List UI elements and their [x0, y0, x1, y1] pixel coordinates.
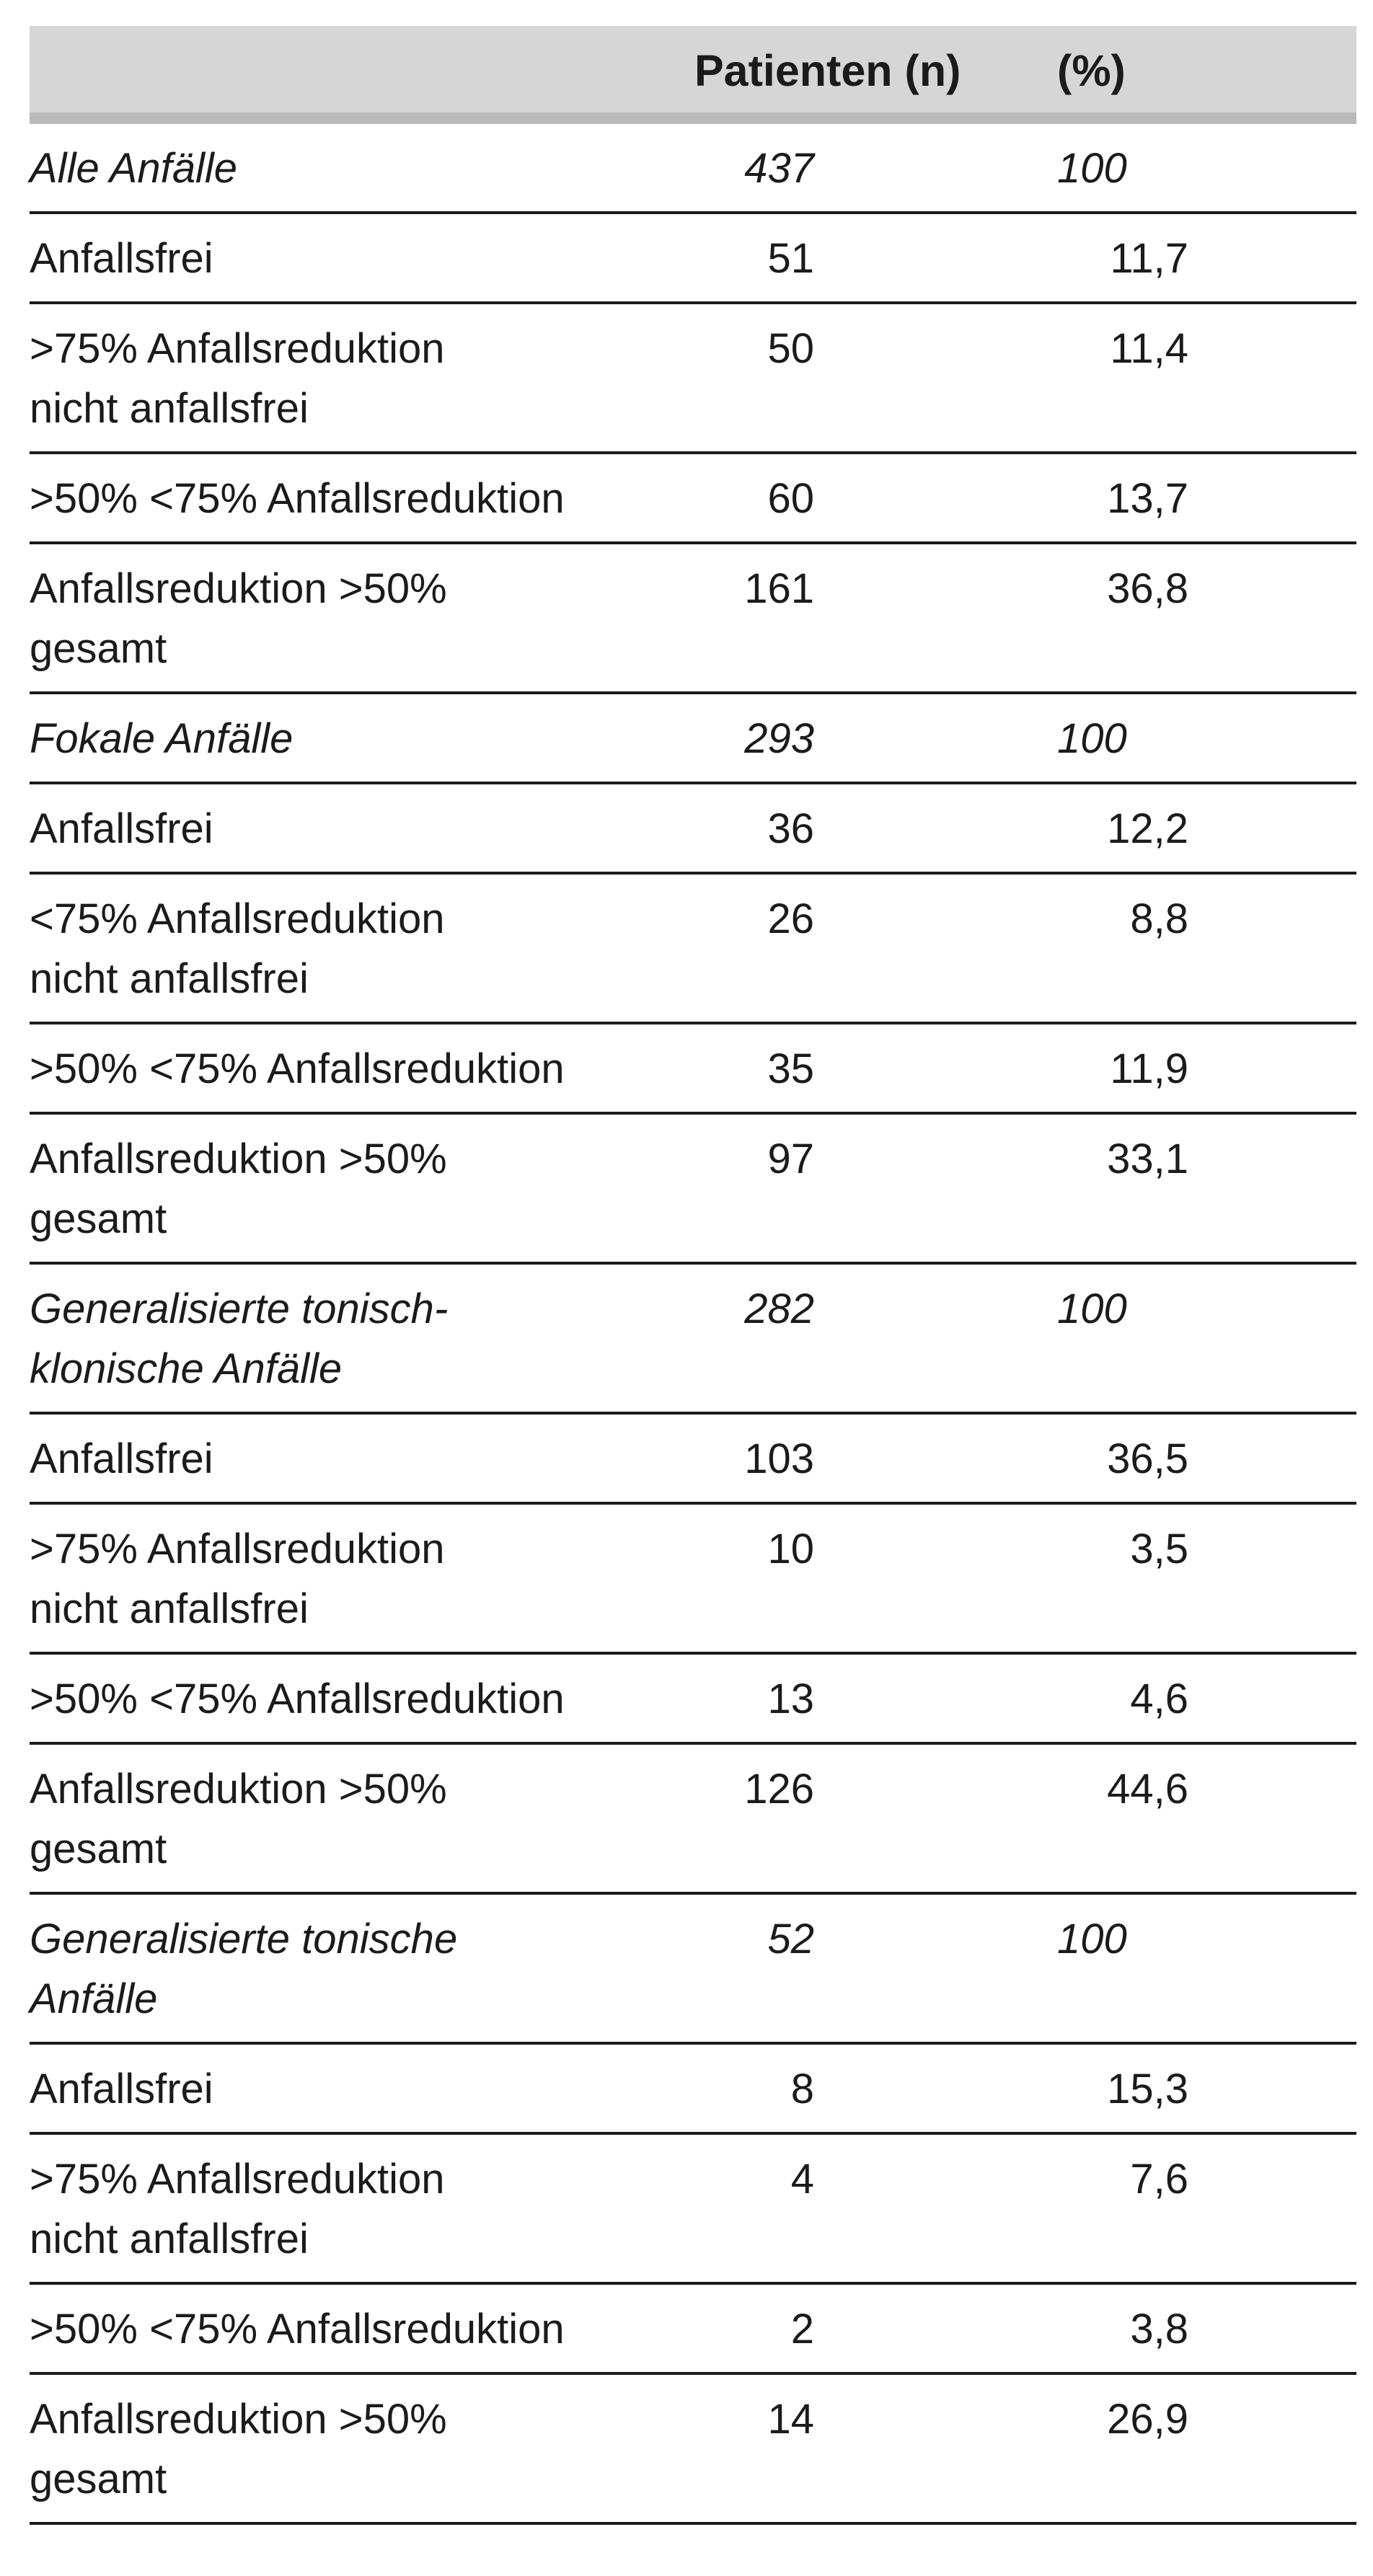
percent-value: 11,9	[1110, 1045, 1188, 1092]
patient-count: 103	[744, 1435, 814, 1482]
row-label: >50% <75% Anfallsreduktion	[30, 1045, 565, 1092]
percent-value: 100	[1057, 715, 1127, 762]
patient-count: 293	[744, 715, 814, 762]
patient-count: 437	[744, 145, 814, 192]
row-label: Generalisierte tonische Anfälle	[30, 1916, 458, 2022]
percent-value: 44,6	[1107, 1766, 1188, 1813]
table-row	[30, 784, 1356, 875]
row-label: <75% Anfallsreduktion nicht anfallsfrei	[30, 895, 445, 1002]
row-label: >50% <75% Anfallsreduktion	[30, 1676, 565, 1722]
percent-value: 26,9	[1107, 2396, 1188, 2443]
table-row	[30, 304, 1356, 454]
row-label: Anfallsreduktion >50% gesamt	[30, 1136, 447, 1242]
table-row	[30, 1115, 1356, 1265]
percent-value: 3,8	[1130, 2306, 1188, 2353]
patient-count: 52	[767, 1916, 814, 1962]
row-label: Generalisierte tonisch- klonische Anfälle	[30, 1285, 449, 1392]
row-label: >75% Anfallsreduktion nicht anfallsfrei	[30, 1526, 445, 1632]
patient-count: 282	[744, 1285, 814, 1332]
row-label: Fokale Anfälle	[30, 715, 293, 762]
table-row	[30, 1745, 1356, 1895]
percent-value: 36,5	[1107, 1435, 1188, 1482]
patient-count: 4	[790, 2156, 814, 2203]
percent-value: 100	[1057, 145, 1127, 192]
table-row	[30, 875, 1356, 1024]
row-label: >50% <75% Anfallsreduktion	[30, 2306, 565, 2353]
percent-value: 11,7	[1110, 235, 1188, 282]
table-row	[30, 454, 1356, 544]
row-label: Anfallsfrei	[30, 805, 213, 852]
table-header	[30, 26, 1356, 124]
table-row	[30, 544, 1356, 694]
row-label: >75% Anfallsreduktion nicht anfallsfrei	[30, 2156, 445, 2262]
patient-count: 10	[767, 1526, 814, 1572]
percent-value: 13,7	[1107, 475, 1188, 522]
patient-count: 60	[767, 475, 814, 522]
table-row	[30, 1024, 1356, 1115]
percent-value: 8,8	[1130, 895, 1188, 942]
table-row	[30, 214, 1356, 304]
table-row	[30, 2285, 1356, 2375]
patient-count: 161	[744, 565, 814, 612]
patient-count: 50	[767, 325, 814, 372]
row-label: Anfallsreduktion >50% gesamt	[30, 565, 447, 672]
patient-count: 26	[767, 895, 814, 942]
percent-value: 12,2	[1107, 805, 1188, 852]
patient-count: 8	[790, 2066, 814, 2112]
section-row	[30, 1895, 1356, 2045]
patient-count: 51	[767, 235, 814, 282]
patient-count: 126	[744, 1766, 814, 1813]
patient-count: 13	[767, 1676, 814, 1722]
patient-count: 97	[767, 1136, 814, 1182]
percent-value: 100	[1057, 1285, 1127, 1332]
section-row	[30, 124, 1356, 214]
section-row	[30, 1265, 1356, 1415]
table-row	[30, 2135, 1356, 2285]
row-label: >50% <75% Anfallsreduktion	[30, 475, 565, 522]
row-label: Anfallsfrei	[30, 2066, 213, 2112]
row-label: Anfallsfrei	[30, 1435, 213, 1482]
percent-value: 100	[1057, 1916, 1127, 1962]
table-row	[30, 1655, 1356, 1745]
patient-count: 2	[790, 2306, 814, 2353]
patient-count: 14	[767, 2396, 814, 2443]
table-row	[30, 2375, 1356, 2525]
column-header-percent: (%)	[1057, 46, 1126, 95]
row-label: Alle Anfälle	[30, 145, 238, 192]
table-body	[30, 124, 1356, 2525]
row-label: Anfallsreduktion >50% gesamt	[30, 1766, 447, 1872]
row-label: Anfallsreduktion >50% gesamt	[30, 2396, 447, 2502]
table-row	[30, 1415, 1356, 1505]
table-row	[30, 2045, 1356, 2135]
percent-value: 33,1	[1107, 1136, 1188, 1182]
column-header-patients: Patienten (n)	[694, 46, 961, 95]
percent-value: 7,6	[1130, 2156, 1188, 2203]
percent-value: 4,6	[1130, 1676, 1188, 1722]
percent-value: 3,5	[1130, 1526, 1188, 1572]
patient-count: 35	[767, 1045, 814, 1092]
percent-value: 36,8	[1107, 565, 1188, 612]
row-label: >75% Anfallsreduktion nicht anfallsfrei	[30, 325, 445, 432]
table-row	[30, 1505, 1356, 1655]
results-table	[30, 26, 1356, 2525]
row-label: Anfallsfrei	[30, 235, 213, 282]
percent-value: 15,3	[1107, 2066, 1188, 2112]
section-row	[30, 694, 1356, 784]
patient-count: 36	[767, 805, 814, 852]
percent-value: 11,4	[1110, 325, 1188, 372]
